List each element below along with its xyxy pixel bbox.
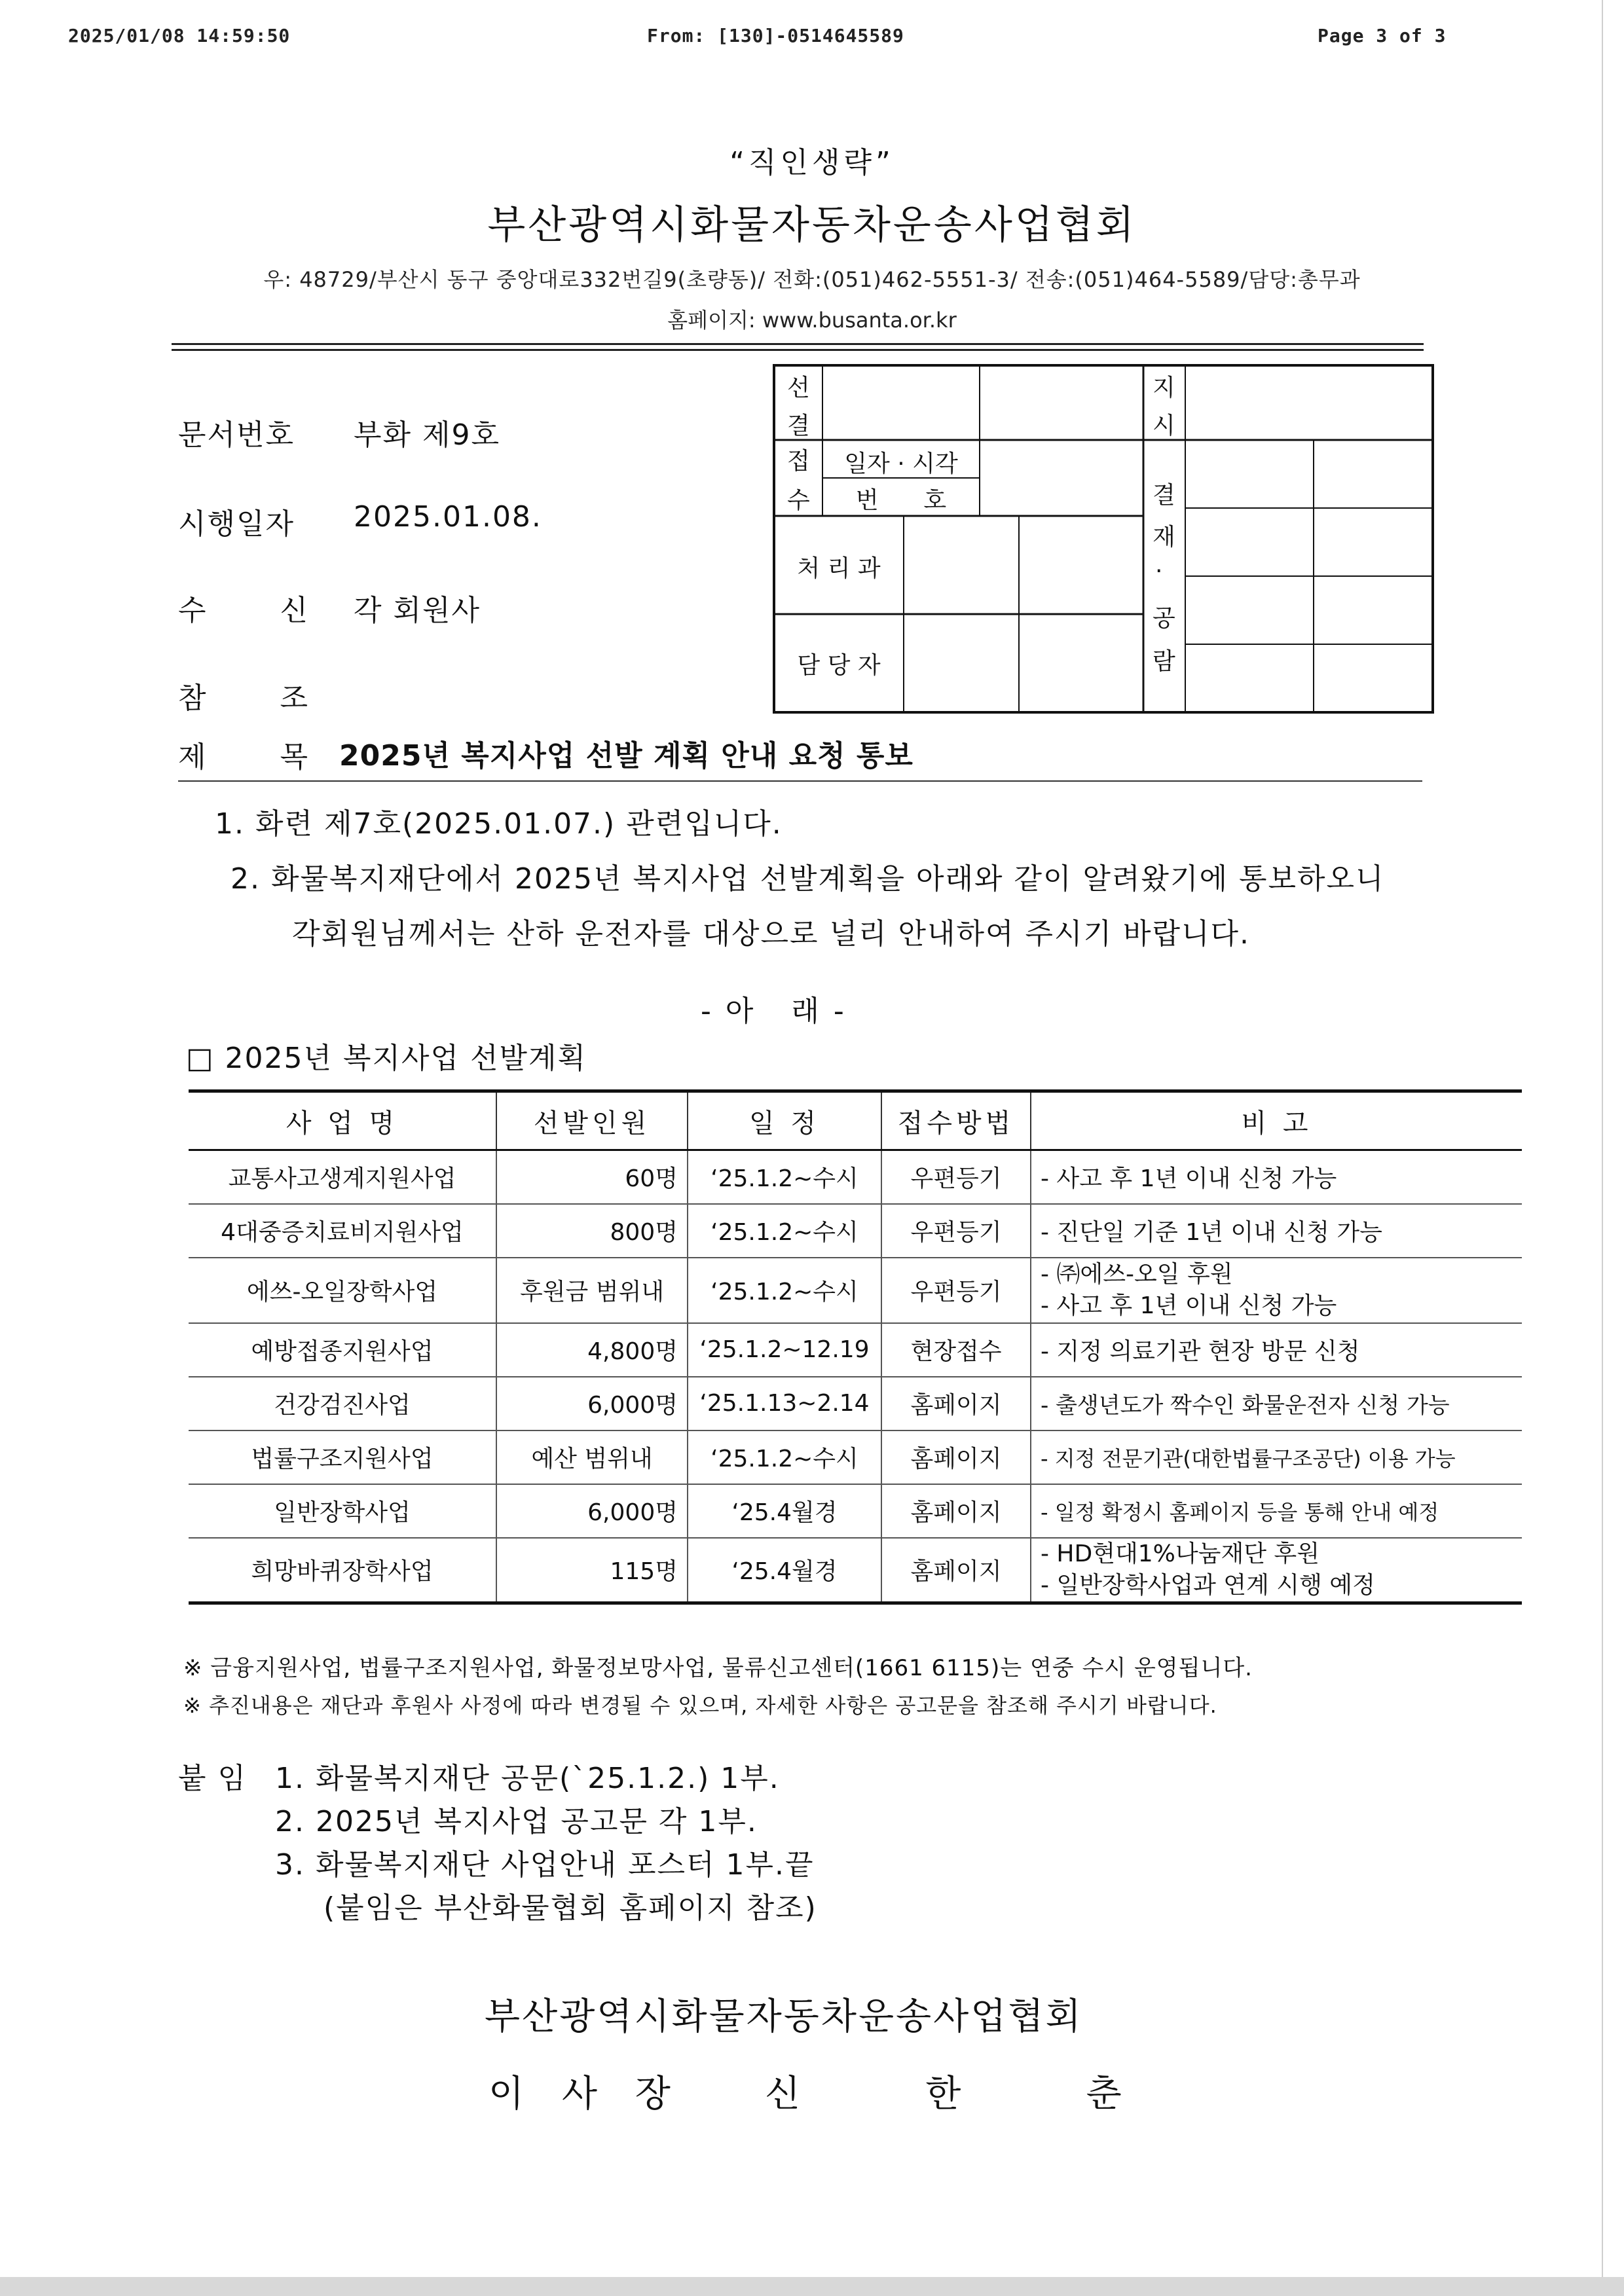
row-count: 6,000명 xyxy=(496,1377,688,1430)
table-row xyxy=(189,1258,1522,1323)
recipient-label-2: 신 xyxy=(280,594,309,627)
row-method: 현장접수 xyxy=(881,1323,1031,1377)
row-schedule: ‘25.4월경 xyxy=(688,1538,881,1603)
attachment-note: (붙임은 부산화물협회 홈페이지 참조) xyxy=(323,1891,817,1925)
row-name: 교통사고생계지원사업 xyxy=(189,1150,496,1204)
row-note-line-2: - 일반장학사업과 연계 시행 예정 xyxy=(1041,1571,1375,1599)
subject-label xyxy=(178,733,309,775)
approval-dot: · xyxy=(1155,558,1163,585)
below-heading: - 아 래 - xyxy=(701,994,847,1028)
approval-si: 시 xyxy=(1153,412,1175,439)
recipient-label xyxy=(178,587,309,629)
approval-ji: 지 xyxy=(1153,374,1175,401)
fax-page: Page 3 of 3 xyxy=(1318,25,1447,46)
signature-title: 이 사 장 xyxy=(489,2073,684,2115)
recipient-value: 각 회원사 xyxy=(354,594,481,627)
approval-jae: 재 xyxy=(1153,524,1175,551)
row-schedule: ‘25.1.2~수시 xyxy=(688,1430,881,1484)
table-header-row xyxy=(189,1091,1522,1150)
reception-su: 수 xyxy=(787,487,810,514)
row-method: 우편등기 xyxy=(881,1204,1031,1258)
row-note xyxy=(1031,1538,1522,1603)
person-in-charge-label: 담 당 자 xyxy=(797,652,881,679)
row-name: 예방접종지원사업 xyxy=(189,1323,496,1377)
approval-seon: 선 xyxy=(787,374,810,401)
row-note: - 일정 확정시 홈페이지 등을 통해 안내 예정 xyxy=(1031,1484,1522,1538)
doc-no-value: 부화 제9호 xyxy=(354,418,500,452)
subject-underline xyxy=(178,780,1422,782)
table-row xyxy=(189,1484,1522,1538)
signature-name: 신 한 춘 xyxy=(765,2073,1137,2115)
row-note: - 지정 의료기관 현장 방문 신청 xyxy=(1031,1323,1522,1377)
row-schedule: ‘25.1.2~수시 xyxy=(688,1204,881,1258)
scan-right-edge xyxy=(1602,0,1603,2277)
reference-label-2: 조 xyxy=(280,682,309,715)
subject-label-2: 목 xyxy=(280,740,309,774)
header-business-name: 사 업 명 xyxy=(189,1091,496,1150)
scan-bottom-edge xyxy=(0,2277,1624,2296)
section-title: □ 2025년 복지사업 선발계획 xyxy=(186,1042,587,1075)
body-para-2-line-1: 2. 화물복지재단에서 2025년 복지사업 선발계획을 아래와 같이 알려왔기에 통보하오니 xyxy=(231,862,1385,896)
table-row xyxy=(189,1377,1522,1430)
reference-label-1: 참 xyxy=(178,682,208,715)
row-name: 건강검진사업 xyxy=(189,1377,496,1430)
row-schedule: ‘25.1.2~12.19 xyxy=(688,1323,881,1377)
header-note: 비 고 xyxy=(1031,1091,1522,1150)
row-note: - 지정 전문기관(대한법률구조공단) 이용 가능 xyxy=(1031,1430,1522,1484)
signature-org: 부산광역시화물자동차운송사업협회 xyxy=(485,1995,1083,2038)
row-note xyxy=(1031,1258,1522,1323)
row-count: 4,800명 xyxy=(496,1323,688,1377)
row-count: 800명 xyxy=(496,1204,688,1258)
subject-value: 2025년 복지사업 선발 계획 안내 요청 통보 xyxy=(339,739,913,773)
row-note-line-1: - HD현대1%나눔재단 후원 xyxy=(1041,1540,1320,1567)
row-schedule: ‘25.4월경 xyxy=(688,1484,881,1538)
letterhead-divider xyxy=(172,343,1424,351)
recipient-label-1: 수 xyxy=(178,594,208,627)
attachment-3: 3. 화물복지재단 사업안내 포스터 1부.끝 xyxy=(275,1848,815,1882)
table-row xyxy=(189,1150,1522,1204)
row-note: - 사고 후 1년 이내 신청 가능 xyxy=(1031,1150,1522,1204)
approval-gong: 공 xyxy=(1153,605,1175,632)
attachment-2: 2. 2025년 복지사업 공고문 각 1부. xyxy=(275,1805,758,1838)
row-note: - 진단일 기준 1년 이내 신청 가능 xyxy=(1031,1204,1522,1258)
table-row xyxy=(189,1323,1522,1377)
row-method: 홈페이지 xyxy=(881,1538,1031,1603)
row-name: 법률구조지원사업 xyxy=(189,1430,496,1484)
row-note: - 출생년도가 짝수인 화물운전자 신청 가능 xyxy=(1031,1377,1522,1430)
row-count: 60명 xyxy=(496,1150,688,1204)
reception-jeop: 접 xyxy=(787,448,810,475)
processing-dept-label: 처 리 과 xyxy=(797,555,881,582)
date-label: 시행일자 xyxy=(178,507,295,541)
body-para-2-line-2: 각회원님께서는 산하 운전자를 대상으로 널리 안내하여 주시기 바랍니다. xyxy=(292,917,1251,951)
approval-box xyxy=(773,364,1434,714)
doc-no-label: 문서번호 xyxy=(178,418,295,452)
row-schedule: ‘25.1.2~수시 xyxy=(688,1150,881,1204)
row-name: 에쓰-오일장학사업 xyxy=(189,1258,496,1323)
notice-2: ※ 추진내용은 재단과 후원사 사정에 따라 변경될 수 있으며, 자세한 사항은 공고문을 참조해 주시기 바랍니다. xyxy=(183,1693,1217,1718)
table-row xyxy=(189,1204,1522,1258)
row-count: 6,000명 xyxy=(496,1484,688,1538)
attachment-1: 1. 화물복지재단 공문(`25.1.2.) 1부. xyxy=(275,1762,780,1795)
subject-label-1: 제 xyxy=(178,740,208,774)
notice-1: ※ 금융지원사업, 법률구조지원사업, 화물정보망사업, 물류신고센터(1661 6115)는 연중 수시 운영됩니다. xyxy=(183,1655,1253,1681)
approval-ram: 람 xyxy=(1153,648,1175,675)
row-method: 우편등기 xyxy=(881,1150,1031,1204)
reception-number: 번 호 xyxy=(855,487,947,514)
header-schedule: 일 정 xyxy=(688,1091,881,1150)
reception-datetime: 일자 · 시각 xyxy=(844,450,958,477)
reference-label xyxy=(178,674,309,716)
approval-gyeol: 결 xyxy=(787,412,810,439)
fax-from: From: [130]-0514645589 xyxy=(647,25,904,46)
row-name: 희망바퀴장학사업 xyxy=(189,1538,496,1603)
body-para-1: 1. 화련 제7호(2025.01.07.) 관련입니다. xyxy=(215,807,783,841)
row-method: 홈페이지 xyxy=(881,1377,1031,1430)
date-value: 2025.01.08. xyxy=(354,500,542,534)
row-method: 우편등기 xyxy=(881,1258,1031,1323)
row-note-line-2: - 사고 후 1년 이내 신청 가능 xyxy=(1041,1292,1337,1319)
row-name: 4대중증치료비지원사업 xyxy=(189,1204,496,1258)
header-method: 접수방법 xyxy=(881,1091,1031,1150)
org-address: 우: 48729/부산시 동구 중앙대로332번길9(초량동)/ 전화:(051)462-5551-3/ 전송:(051)464-5589/담당:총무과 xyxy=(263,267,1361,292)
attachments-label: 붙 임 xyxy=(178,1762,247,1795)
motto: “직인생략” xyxy=(729,146,895,179)
org-title: 부산광역시화물자동차운송사업협회 xyxy=(487,202,1137,248)
row-method: 홈페이지 xyxy=(881,1430,1031,1484)
row-name: 일반장학사업 xyxy=(189,1484,496,1538)
row-count: 후원금 범위내 xyxy=(496,1258,688,1323)
header-count: 선발인원 xyxy=(496,1091,688,1150)
row-count: 115명 xyxy=(496,1538,688,1603)
table-row xyxy=(189,1430,1522,1484)
fax-datetime: 2025/01/08 14:59:50 xyxy=(68,25,291,46)
welfare-plan-table xyxy=(189,1089,1522,1605)
org-homepage: 홈페이지: www.busanta.or.kr xyxy=(667,308,957,333)
row-schedule: ‘25.1.2~수시 xyxy=(688,1258,881,1323)
row-note-line-1: - ㈜에쓰-오일 후원 xyxy=(1041,1260,1233,1288)
row-schedule: ‘25.1.13~2.14 xyxy=(688,1377,881,1430)
table-row xyxy=(189,1538,1522,1603)
row-method: 홈페이지 xyxy=(881,1484,1031,1538)
approval-gyeol2: 결 xyxy=(1153,482,1175,509)
row-count: 예산 범위내 xyxy=(496,1430,688,1484)
